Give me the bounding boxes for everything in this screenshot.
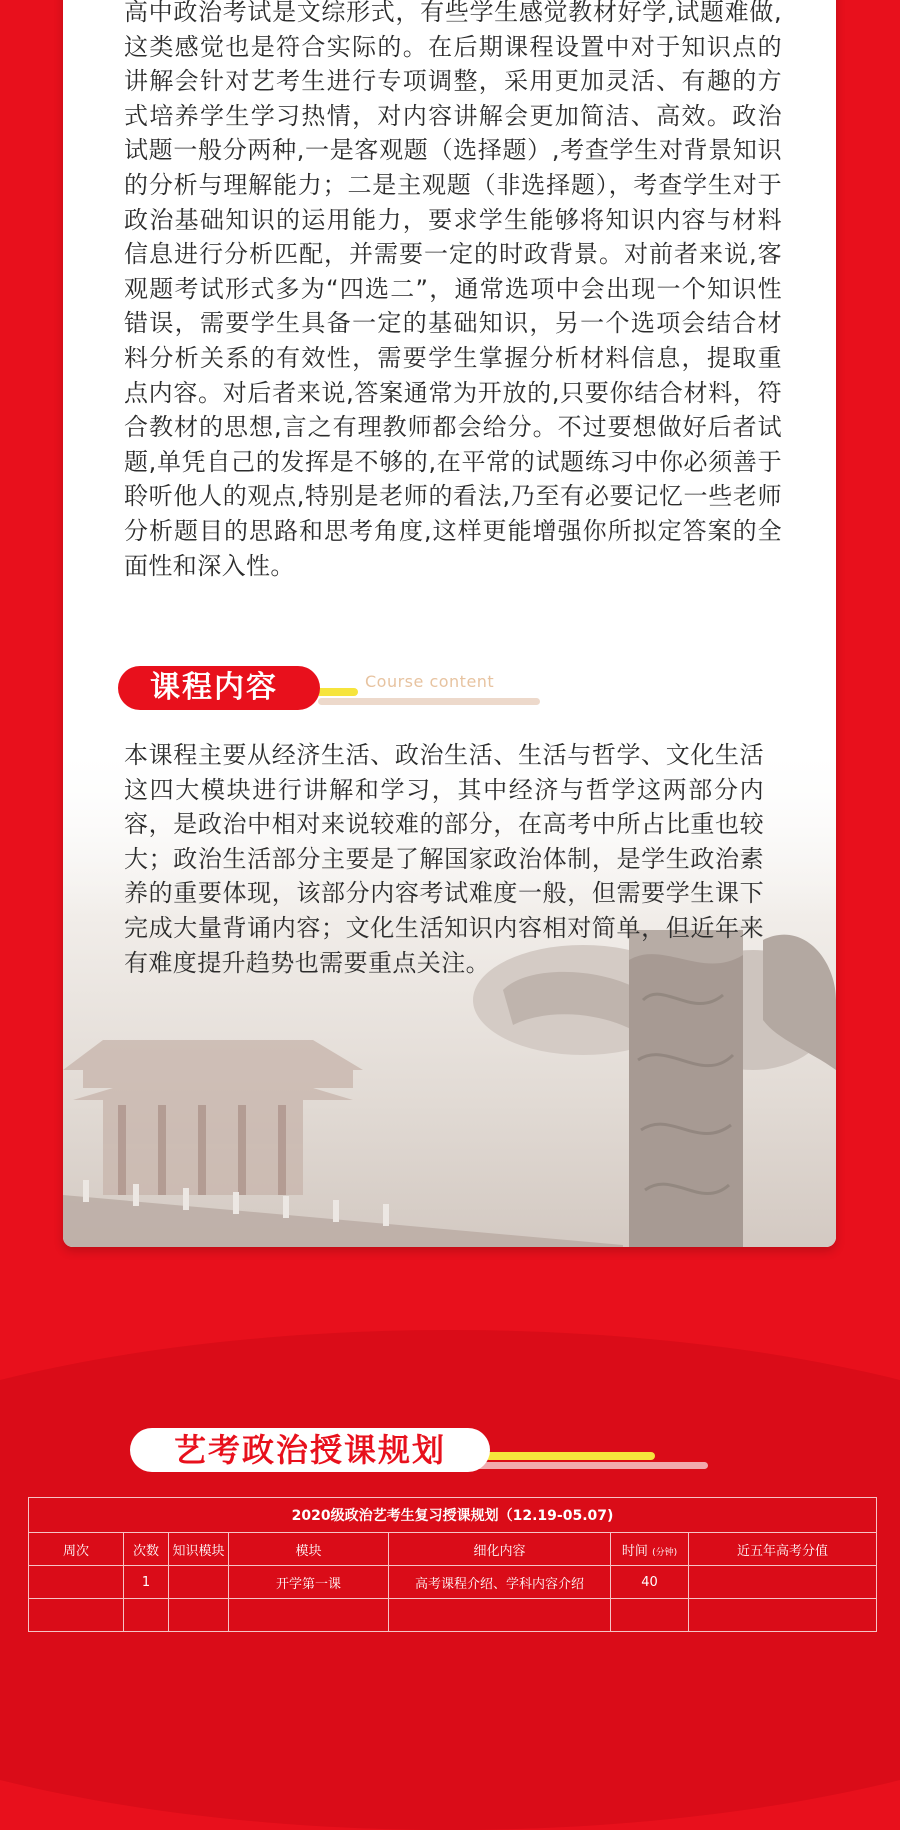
content-card	[63, 0, 836, 1247]
table-row	[29, 1599, 877, 1632]
course-content-header	[118, 666, 538, 714]
cell-time: 40	[611, 1566, 689, 1599]
col-time	[611, 1533, 689, 1566]
cell-count: 1	[124, 1566, 169, 1599]
schedule-table	[28, 1497, 877, 1632]
col-score: 近五年高考分值	[689, 1533, 877, 1566]
cell-module: 开学第一课	[229, 1566, 389, 1599]
table-row	[29, 1566, 877, 1599]
col-week: 周次	[29, 1533, 124, 1566]
col-time-label: 时间	[621, 1543, 648, 1559]
section-subtitle: Course content	[365, 672, 495, 691]
col-module: 模块	[229, 1533, 389, 1566]
header-accent-bar	[316, 688, 358, 696]
cell-detail: 高考课程介绍、学科内容介绍	[389, 1566, 611, 1599]
col-knowledge-module: 知识模块	[169, 1533, 229, 1566]
plan-header-accent-bar	[485, 1452, 655, 1460]
plan-header	[130, 1428, 710, 1478]
table-caption: 2020级政治艺考生复习授课规划（12.19-05.07)	[29, 1498, 877, 1533]
col-count: 次数	[124, 1533, 169, 1566]
section-title: 课程内容	[118, 666, 320, 710]
intro-paragraph: 高中政治考试是文综形式，有些学生感觉教材好学,试题难做,这类感觉也是符合实际的。在后期课程设置中对于知识点的讲解会针对艺考生进行专项调整，采用更加灵活、有趣的方式培养学生学习热情，对内容讲解会更加简洁、高效。政治试题一般分两种,一是客观题（选择题）,考查学生对背景知识的分析与理解能力；二是主观题（非选择题），考查学生对于政治基础知识的运用能力，要求学生能够将知识内容与材料信息进行分析匹配，并需要一定的时政背景。对前者来说,客观题考试形式多为“四选二”，通常选项中会出现一个知识性错误，需要学生具备一定的基础知识，另一个选项会结合材料分析关系的有效性，需要学生掌握分析材料信息，提取重点内容。对后者来说,答案通常为开放的,只要你结合材料，符合教材的思想,言之有理教师都会给分。不过要想做好后者试题,单凭自己的发挥是不够的,在平常的试题练习中你必须善于聆听他人的观点,特别是老师的看法,乃至有必要记忆一些老师分析题目的思路和思考角度,这样更能增强你所拟定答案的全面性和深入性。	[124, 0, 782, 580]
header-underline	[318, 698, 540, 705]
cell-score	[689, 1566, 877, 1599]
col-time-unit: (分钟)	[652, 1547, 678, 1558]
cell-knowledge-module	[169, 1566, 229, 1599]
cell-week	[29, 1566, 124, 1599]
col-detail: 细化内容	[389, 1533, 611, 1566]
table-header-row	[29, 1533, 877, 1566]
course-paragraph: 本课程主要从经济生活、政治生活、生活与哲学、文化生活这四大模块进行讲解和学习，其中经济与哲学这两部分内容，是政治中相对来说较难的部分，在高考中所占比重也较大；政治生活部分主要是了解国家政治体制，是学生政治素养的重要体现，该部分内容考试难度一般，但需要学生课下完成大量背诵内容；文化生活知识内容相对简单，但近年来有难度提升趋势也需要重点关注。	[124, 741, 764, 977]
plan-title: 艺考政治授课规划	[130, 1428, 490, 1472]
